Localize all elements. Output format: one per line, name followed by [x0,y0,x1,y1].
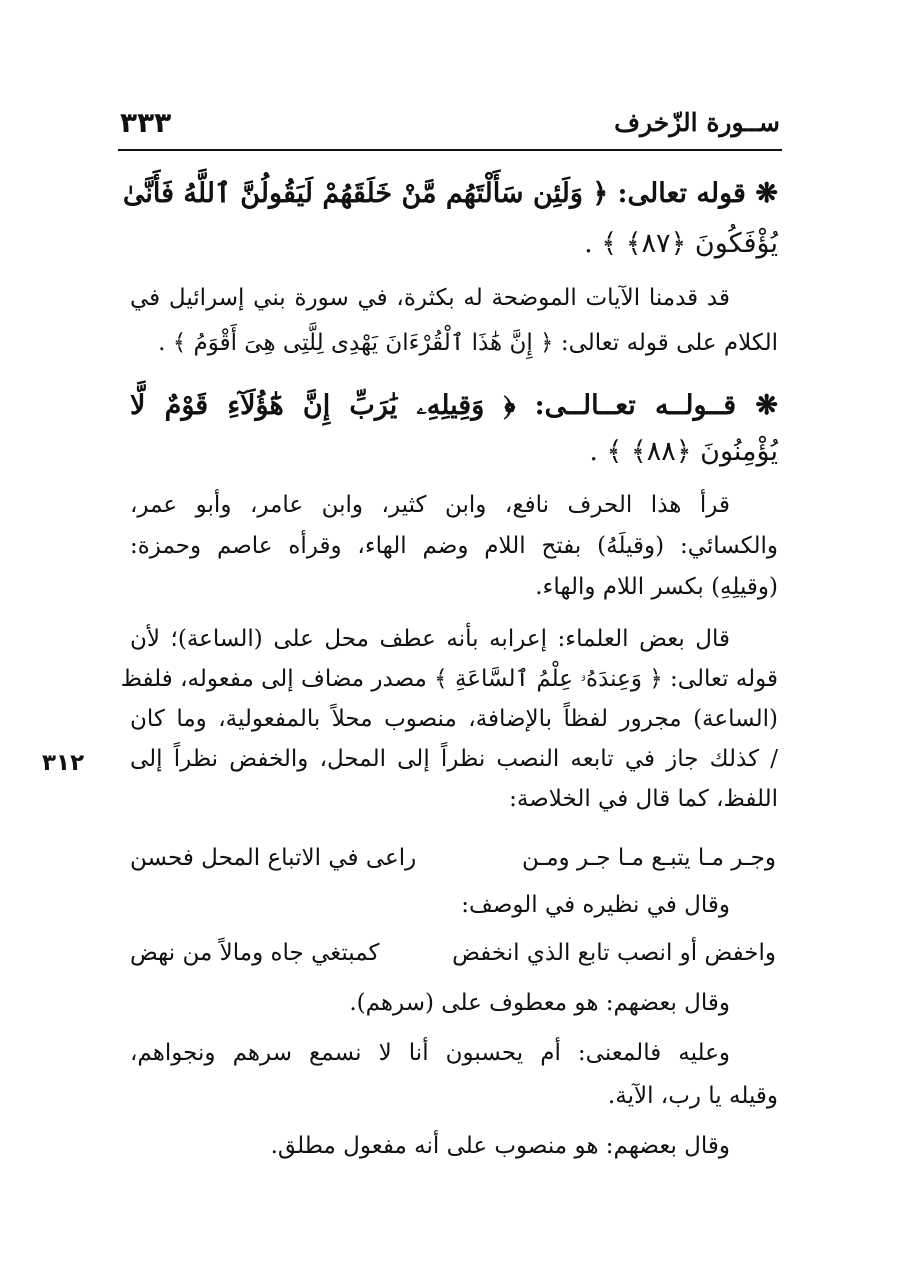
verse-heading-88: ❋ قــولــه تعــالــى: ﴿ وَقِيلِهِۦ يَٰرَبِّ إِنَّ هَٰٓؤُلَآءِ قَوْمٌ لَّا [130,390,778,421]
margin-page-reference: ٣١٢ [42,750,85,776]
paragraph-line: وقيله يا رب، الآية. [607,1083,778,1109]
paragraph-line: قرأ هذا الحرف نافع، وابن كثير، وابن عامر، وأبو عمر، [130,492,730,518]
poem-verse-2-first-hemistich: واخفض أو انصب تابع الذي انخفض [452,940,776,966]
poem-verse-2-second-hemistich: كمبتغي جاه ومالاً من نهض [130,940,380,966]
header-rule [118,149,782,151]
paragraph-line: / كذلك جاز في تابعه النصب نظراً إلى المحل، والخفض نظراً إلى [130,746,778,772]
paragraph-line: وعليه فالمعنى: أم يحسبون أنا لا نسمع سرهم ونجواهم، [130,1040,730,1066]
paragraph-line: قوله تعالى: ﴿ وَعِندَهُۥ عِلْمُ ٱلسَّاعَةِ ﴾ مصدر مضاف إلى مفعوله، فلفظ [120,666,778,692]
paragraph-line: وقال بعضهم: هو معطوف على (سرهم). [349,990,730,1016]
paragraph-line: وقال بعضهم: هو منصوب على أنه مفعول مطلق. [270,1133,730,1159]
page-header [120,104,780,148]
paragraph-line: قال بعض العلماء: إعرابه بأنه عطف محل على (الساعة)؛ لأن [130,626,730,652]
paragraph-line: اللفظ، كما قال في الخلاصة: [509,786,778,812]
verse-heading-87: ❋ قوله تعالى: ﴿ وَلَئِن سَأَلْتَهُم مَّنْ خَلَقَهُمْ لَيَقُولُنَّ ٱللَّهُ فَأَنَّىٰ [122,178,778,209]
verse-line-87-end: يُؤْفَكُونَ ﴿٨٧﴾ ﴾ . [584,228,778,259]
verse-line-88-end: يُؤْمِنُونَ ﴿٨٨﴾ ﴾ . [589,436,778,467]
paragraph-line: (الساعة) مجرور لفظاً بالإضافة، منصوب محلاً بالمفعولية، وما كان [130,706,778,732]
poem-verse-1-second-hemistich: راعى في الاتباع المحل فحسن [130,845,417,871]
surah-title: ســورة الزّخرف [614,108,780,137]
paragraph-line: (وقيلِهِ) بكسر اللام والهاء. [535,574,778,600]
page-number: ٣٣٣ [120,106,172,139]
paragraph-line: وقال في نظيره في الوصف: [461,892,730,918]
paragraph-line: قد قدمنا الآيات الموضحة له بكثرة، في سورة بني إسرائيل في [130,285,730,311]
paragraph-line: والكسائي: (وقيلَهُ) بفتح اللام وضم الهاء، وقرأه عاصم وحمزة: [130,533,778,559]
poem-verse-1-first-hemistich: وجـر مـا يتبـع مـا جـر ومـن [521,845,776,871]
paragraph-line: الكلام على قوله تعالى: ﴿ إِنَّ هَٰذَا ٱلْقُرْءَانَ يَهْدِى لِلَّتِى هِىَ أَقْوَمُ ﴾ . [158,330,778,356]
